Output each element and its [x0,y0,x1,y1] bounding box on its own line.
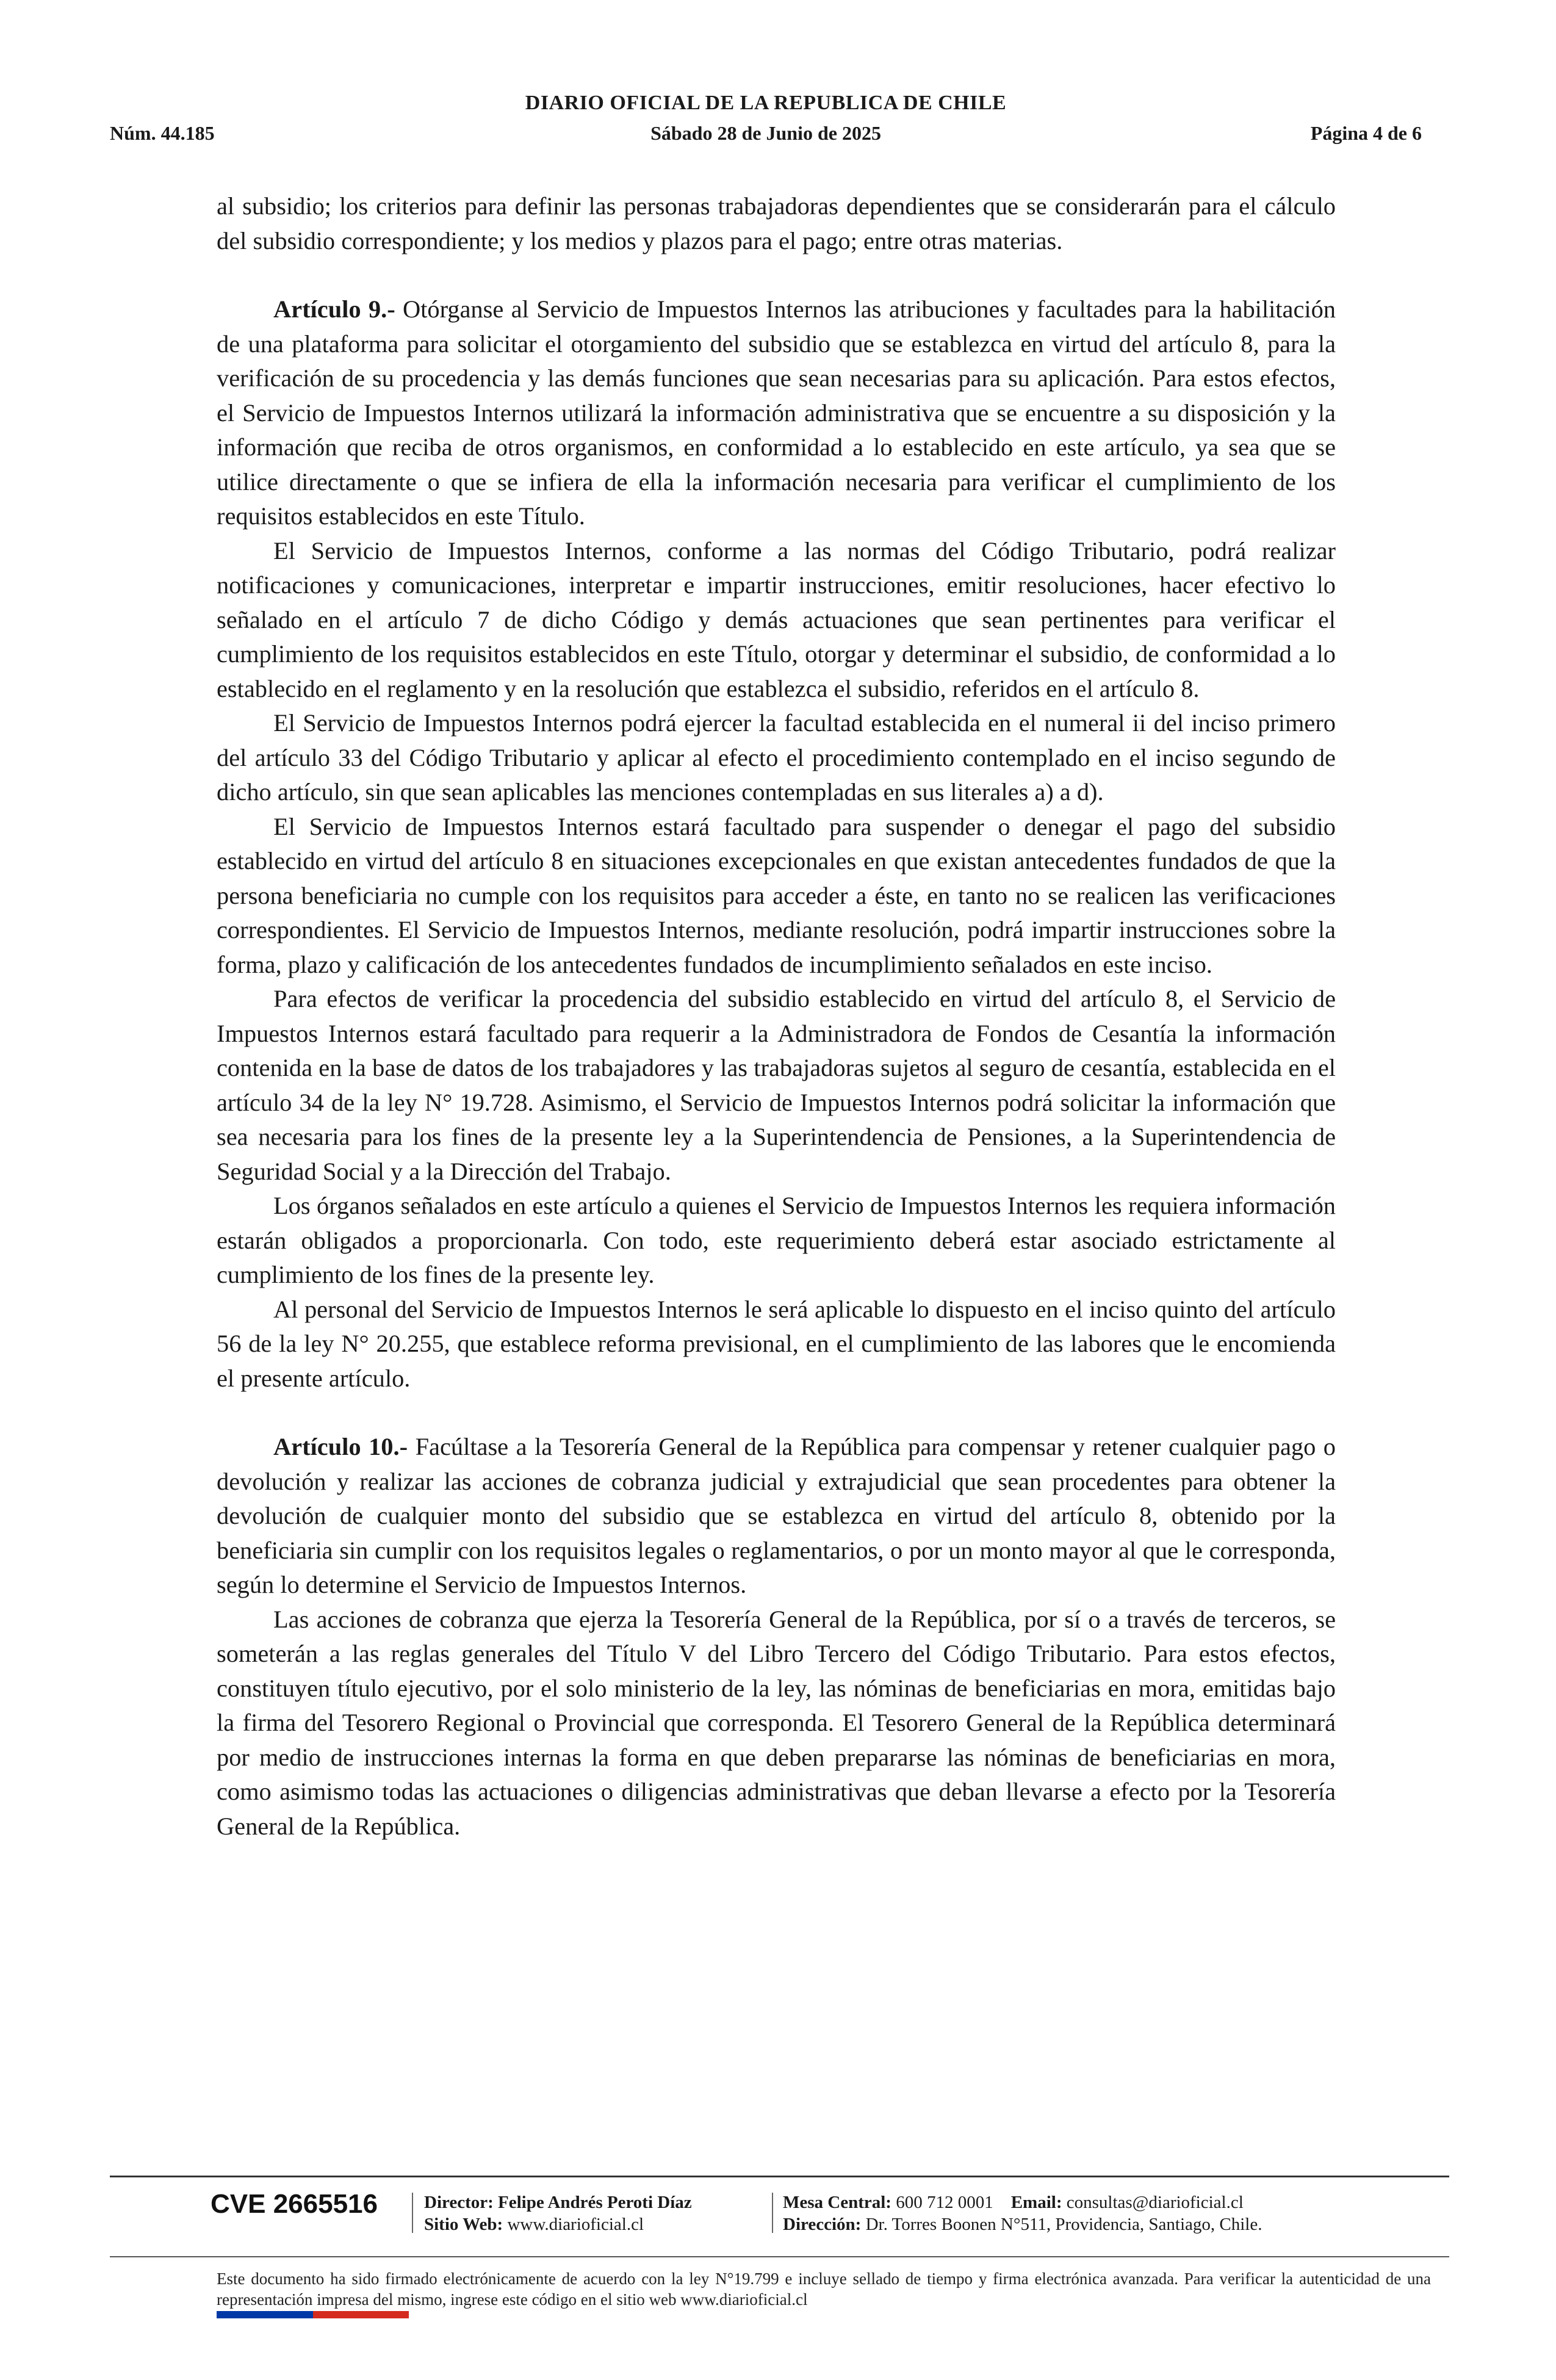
signature-notice: Este documento ha sido firmado electrónicamente de acuerdo con la ley N°19.799 e incluye sellado de tiempo y firma electrónica avanzada. Para verificar la autenticidad de una representación impresa del mismo, ingrese este código en el sitio web www.diarioficial.cl [217,2270,1431,2309]
footer-divider [412,2193,413,2233]
address-label: Dirección: [783,2215,862,2234]
page-number: Página 4 de 6 [1310,122,1422,144]
article-9-paragraph-3: El Servicio de Impuestos Internos podrá ejercer la facultad establecida en el numeral ii del inciso primero del artículo 33 del Código Tributario y aplicar al efecto el procedimiento contemplado en el inciso segundo de dicho artículo, sin que sean aplicables las menciones contempladas en sus literales a) a d). [217,709,1336,806]
article-10-label: Artículo 10.- [273,1433,408,1460]
footer-contact-block [783,2191,1262,2235]
article-9-paragraph-6: Los órganos señalados en este artículo a quienes el Servicio de Impuestos Internos les requiera información estarán obligados a proporcionarla. Con todo, este requerimiento deberá estar asociado estrictamente al cumplimiento de los fines de la presente ley. [217,1192,1336,1288]
article-10-paragraph-2: Las acciones de cobranza que ejerza la Tesorería General de la República, por sí o a través de terceros, se someterán a las reglas generales del Título V del Libro Tercero del Código Tributario. Para estos efectos, constituyen título ejecutivo, por el solo ministerio de la ley, las nóminas de beneficiarias en mora, emitidas bajo la firma del Tesorero Regional o Provincial que corresponda. El Tesorero General de la República determinará por medio de instrucciones internas la forma en que deben prepararse las nóminas de beneficiarias en mora, como asimismo todas las actuaciones o diligencias administrativas que deban llevarse a efecto por la Tesorería General de la República. [217,1605,1336,1840]
flag-red-segment [313,2311,409,2318]
phone-number: 600 712 0001 [896,2193,993,2212]
intro-paragraph: al subsidio; los criterios para definir las personas trabajadoras dependientes que se considerarán para el cálculo del subsidio correspondiente; y los medios y plazos para el pago; entre otras materias. [217,192,1336,254]
website-link[interactable]: www.diarioficial.cl [507,2215,644,2234]
address-text: Dr. Torres Boonen N°511, Providencia, Santiago, Chile. [865,2215,1262,2234]
article-10-paragraph-1 [217,1430,1336,1603]
gazette-title: DIARIO OFICIAL DE LA REPUBLICA DE CHILE [525,92,1007,114]
article-9-paragraph-2: El Servicio de Impuestos Internos, conforme a las normas del Código Tributario, podrá realizar notificaciones y comunicaciones, interpretar e impartir instrucciones, emitir resoluciones, hacer efectivo lo señalado en el artículo 7 de dicho Código y demás actuaciones que sean pertinentes para verificar el cumplimiento de los requisitos establecidos en este Título, otorgar y determinar el subsidio, de conformidad a lo establecido en el reglamento y en la resolución que establezca el subsidio, referidos en el artículo 8. [217,536,1336,702]
footer-divider [772,2193,773,2233]
page-header [110,92,1422,153]
article-9-label: Artículo 9.- [273,295,395,323]
article-9-paragraph-4: El Servicio de Impuestos Internos estará facultado para suspender o denegar el pago del subsidio establecido en virtud del artículo 8 en situaciones excepcionales en que existan antecedentes fundados de que la persona beneficiaria no cumple con los requisitos para acceder a éste, en tanto no se realicen las verificaciones correspondientes. El Servicio de Impuestos Internos, mediante resolución, podrá impartir instrucciones sobre la forma, plazo y calificación de los antecedentes fundados de incumplimiento señalados en este inciso. [217,812,1336,978]
director-label: Director: [424,2193,494,2212]
article-9-paragraph-5: Para efectos de verificar la procedencia del subsidio establecido en virtud del artículo 8, el Servicio de Impuestos Internos estará facultado para requerir a la Administradora de Fondos de Cesantía la información contenida en la base de datos de los trabajadores y las trabajadoras sujetos al seguro de cesantía, establecida en el artículo 34 de la ley N° 19.728. Asimismo, el Servicio de Impuestos Internos podrá solicitar la información que sea necesaria para los fines de la presente ley a la Superintendencia de Pensiones, a la Superintendencia de Seguridad Social y a la Dirección del Trabajo. [217,985,1336,1185]
document-body [217,189,1336,1844]
email-label: Email: [1010,2193,1062,2212]
website-label: Sitio Web: [424,2215,503,2234]
footer-director-block [424,2191,692,2235]
phone-label: Mesa Central: [783,2193,891,2212]
footer-middle-rule [110,2256,1449,2257]
issue-date: Sábado 28 de Junio de 2025 [650,122,881,144]
footer-top-rule [110,2176,1449,2177]
email-link[interactable]: consultas@diarioficial.cl [1066,2193,1244,2212]
flag-blue-segment [217,2311,313,2318]
article-9-paragraph-1 [217,292,1336,534]
chile-flag-stripe [217,2311,409,2318]
page-footer [110,2176,1449,2359]
issue-number: Núm. 44.185 [110,122,215,144]
article-10-text: Facúltase a la Tesorería General de la República para compensar y retener cualquier pago o devolución y realizar las acciones de cobranza judicial y extrajudicial que sean procedentes para obtener la devolución de cualquier monto del subsidio que se establezca en virtud del artículo 8, obtenido por la beneficiaria sin cumplir con los requisitos legales o reglamentarios, o por un monto mayor al que le corresponda, según lo determine el Servicio de Impuestos Internos. [217,1433,1336,1598]
article-9-text: Otórganse al Servicio de Impuestos Internos las atribuciones y facultades para la habilitación de una plataforma para solicitar el otorgamiento del subsidio que se establezca en virtud del artículo 8, para la verificación de su procedencia y las demás funciones que sean necesarias para su aplicación. Para estos efectos, el Servicio de Impuestos Internos utilizará la información administrativa que se encuentre a su disposición y la información que reciba de otros organismos, en conformidad a lo establecido en este artículo, ya sea que se utilice directamente o que se infiera de ella la información necesaria para verificar el cumplimiento de los requisitos establecidos en este Título. [217,295,1336,530]
director-name: Felipe Andrés Peroti Díaz [498,2193,692,2212]
article-9-paragraph-7: Al personal del Servicio de Impuestos Internos le será aplicable lo dispuesto en el inciso quinto del artículo 56 de la ley N° 20.255, que establece reforma previsional, en el cumplimiento de las labores que le encomienda el presente artículo. [217,1295,1336,1392]
cve-code: CVE 2665516 [211,2189,378,2219]
